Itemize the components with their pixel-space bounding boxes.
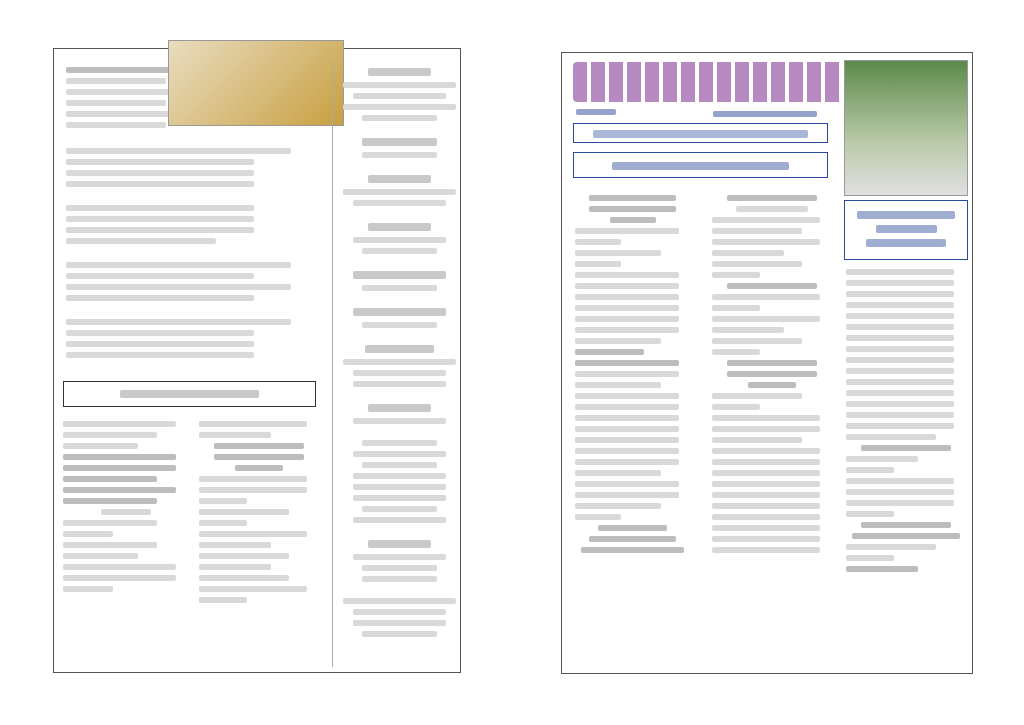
parish-name-box [573, 123, 828, 143]
statue-photo [844, 60, 968, 196]
masthead [573, 62, 843, 102]
section-heading-box [573, 152, 828, 178]
right-column-2 [712, 190, 832, 558]
left-bottom-column-2 [199, 416, 319, 608]
left-section-heading-box [63, 381, 316, 407]
banner-photo [168, 40, 344, 126]
right-column-1 [575, 190, 690, 558]
issue-line [576, 104, 616, 120]
info-column [332, 62, 462, 667]
date-box [844, 200, 968, 260]
website-line [713, 106, 817, 122]
left-bottom-column-1 [63, 416, 188, 597]
right-column-3 [846, 264, 966, 577]
